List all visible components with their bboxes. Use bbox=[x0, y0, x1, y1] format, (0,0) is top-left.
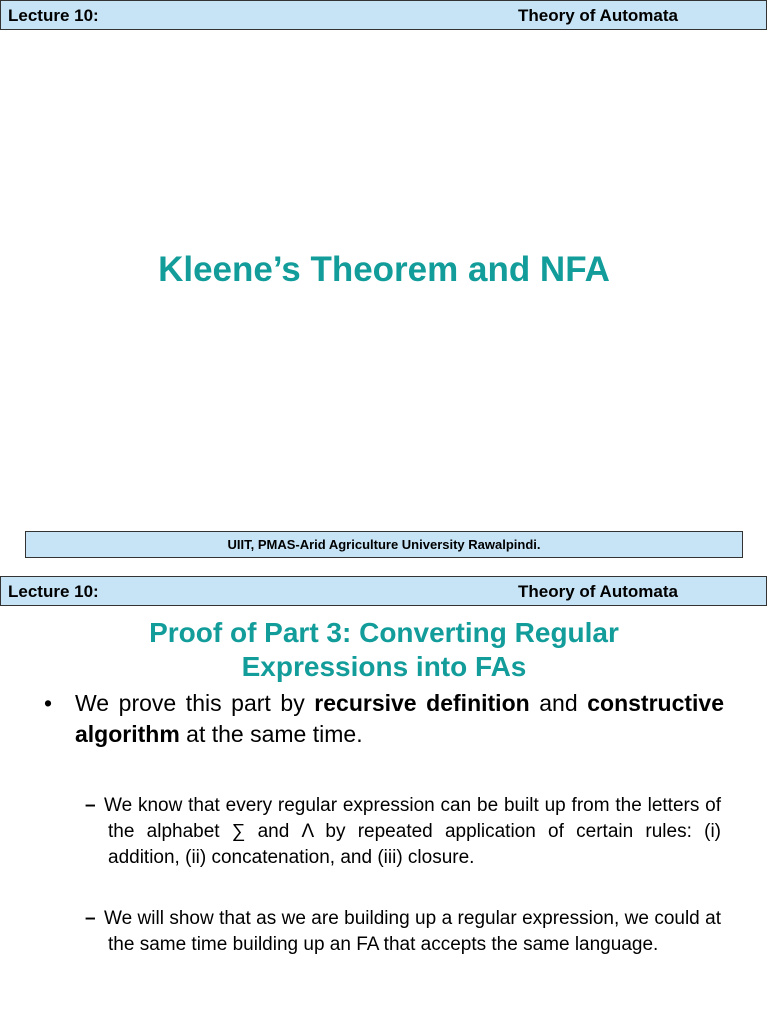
lecture-label: Lecture 10: bbox=[8, 582, 99, 601]
sub-item-text: We will show that as we are building up a regular expression, we could at the same time building up an FA that accepts the same language. bbox=[104, 908, 721, 955]
bullet-marker: • bbox=[44, 690, 53, 716]
course-title: Theory of Automata bbox=[518, 582, 678, 601]
slide1-footer: UIIT, PMAS-Arid Agriculture University Rawalpindi. bbox=[25, 531, 743, 558]
slide2-title bbox=[0, 616, 768, 684]
bullet-text bbox=[75, 688, 724, 750]
sub-item bbox=[85, 906, 721, 958]
slide1-title: Kleene’s Theorem and NFA bbox=[158, 250, 610, 289]
sub-item bbox=[85, 793, 721, 871]
bullet-item bbox=[44, 688, 724, 750]
sub-marker: – bbox=[85, 908, 96, 929]
course-title: Theory of Automata bbox=[518, 6, 678, 25]
sub-item-text: We know that every regular expression can be built up from the letters of the alphabet ∑ and Λ by repeated application of certain rules: (i) addition, (ii) concatenation, and (iii) closure. bbox=[104, 795, 721, 868]
lecture-label: Lecture 10: bbox=[8, 6, 99, 25]
slide1-header bbox=[0, 0, 767, 30]
slide2-header bbox=[0, 576, 767, 606]
slide2-title-line1: Proof of Part 3: Converting Regular bbox=[149, 617, 619, 648]
slide2-title-line2: Expressions into FAs bbox=[241, 651, 527, 682]
bullet-bold-1: recursive definition bbox=[314, 690, 530, 716]
bullet-bold-2: constructive algorithm bbox=[75, 690, 724, 747]
bullet-mid: and bbox=[529, 690, 588, 716]
bullet-pre: We prove this part by bbox=[75, 690, 315, 716]
sub-marker: – bbox=[85, 795, 96, 816]
bullet-post: at the same time. bbox=[179, 721, 363, 747]
